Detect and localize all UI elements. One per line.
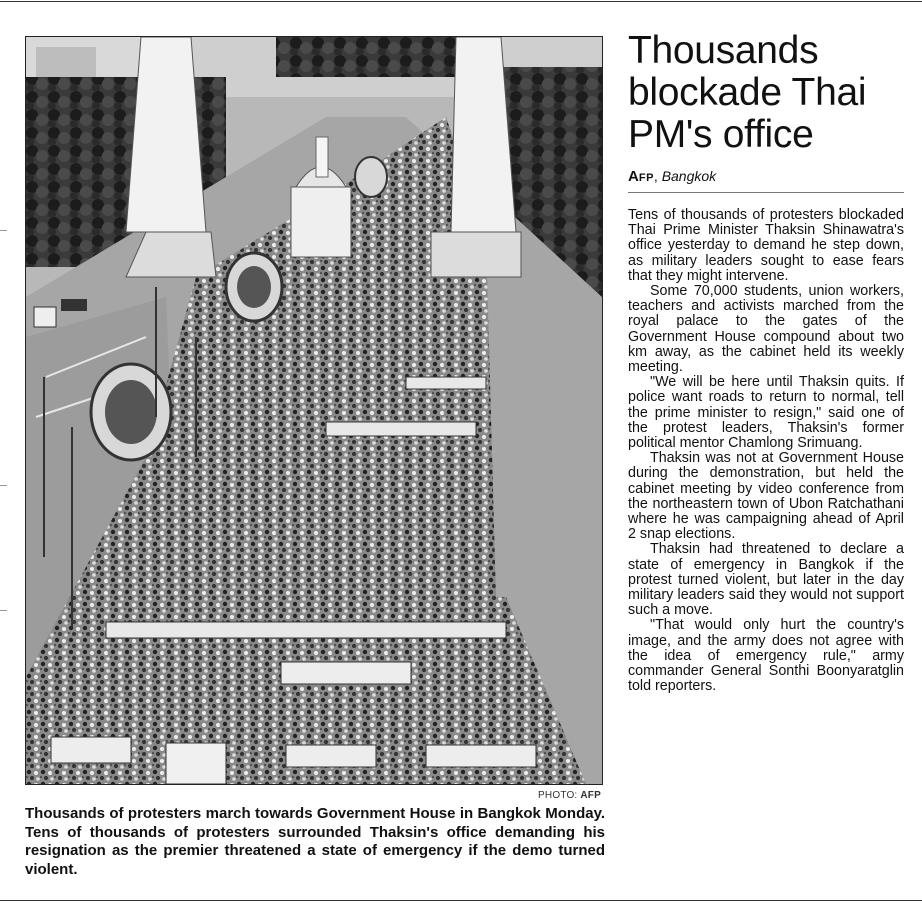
- headline: Thousands blockade Thai PM's office: [628, 29, 867, 156]
- margin-mark: [0, 610, 7, 611]
- article-body: [628, 208, 904, 695]
- article-column: [628, 30, 904, 695]
- protest-photo: [25, 36, 603, 785]
- credit-label: PHOTO:: [538, 790, 578, 801]
- article-paragraph: "We will be here until Thaksin quits. If police want roads to return to normal, tell the prime minister to resign," said one of the protest leaders, Thaksin's former political mentor Chamlong Srimuang.: [628, 374, 904, 452]
- byline-rule: [628, 192, 904, 193]
- article-paragraph: Thaksin was not at Government House during the demonstration, but held the cabinet meeting by video conference from the northeastern town of Ubon Ratchathani where he was campaigning ahead of April 2 snap elections.: [628, 450, 904, 543]
- article-paragraph: Thaksin had threatened to declare a state of emergency in Bangkok if the protest turned violent, but later in the day military leaders said they would not support such a move.: [628, 541, 904, 619]
- byline-agency-rest: FP: [638, 172, 654, 184]
- byline-separator: ,: [653, 168, 658, 184]
- top-rule: [0, 1, 922, 2]
- article-paragraph: Some 70,000 students, union workers, teachers and activists marched from the royal palace to the gates of the Government House compound about two km away, as the cabinet held its weekly meeting.: [628, 283, 904, 376]
- byline-agency-initial: A: [628, 168, 639, 185]
- photo-caption: Thousands of protesters march towards Government House in Bangkok Monday. Tens of thousands of protesters surrounded Thaksin's office demanding his resignation as the premier threatened a state of emergency if the demo turned violent.: [25, 805, 605, 878]
- article-paragraph: "That would only hurt the country's image, and the army does not agree with the idea of emergency rule," army commander General Sonthi Boonyaratglin told reporters.: [628, 617, 904, 695]
- byline: [628, 168, 904, 185]
- photo-credit: [470, 790, 601, 801]
- article-paragraph: Tens of thousands of protesters blockaded Thai Prime Minister Thaksin Shinawatra's office yesterday to demand he step down, as military leaders sought to ease fears that they might intervene.: [628, 207, 904, 284]
- margin-mark: [0, 485, 7, 486]
- bottom-rule: [0, 900, 922, 901]
- credit-agency: AFP: [580, 790, 601, 801]
- margin-mark: [0, 230, 7, 231]
- byline-place: Bangkok: [661, 168, 717, 184]
